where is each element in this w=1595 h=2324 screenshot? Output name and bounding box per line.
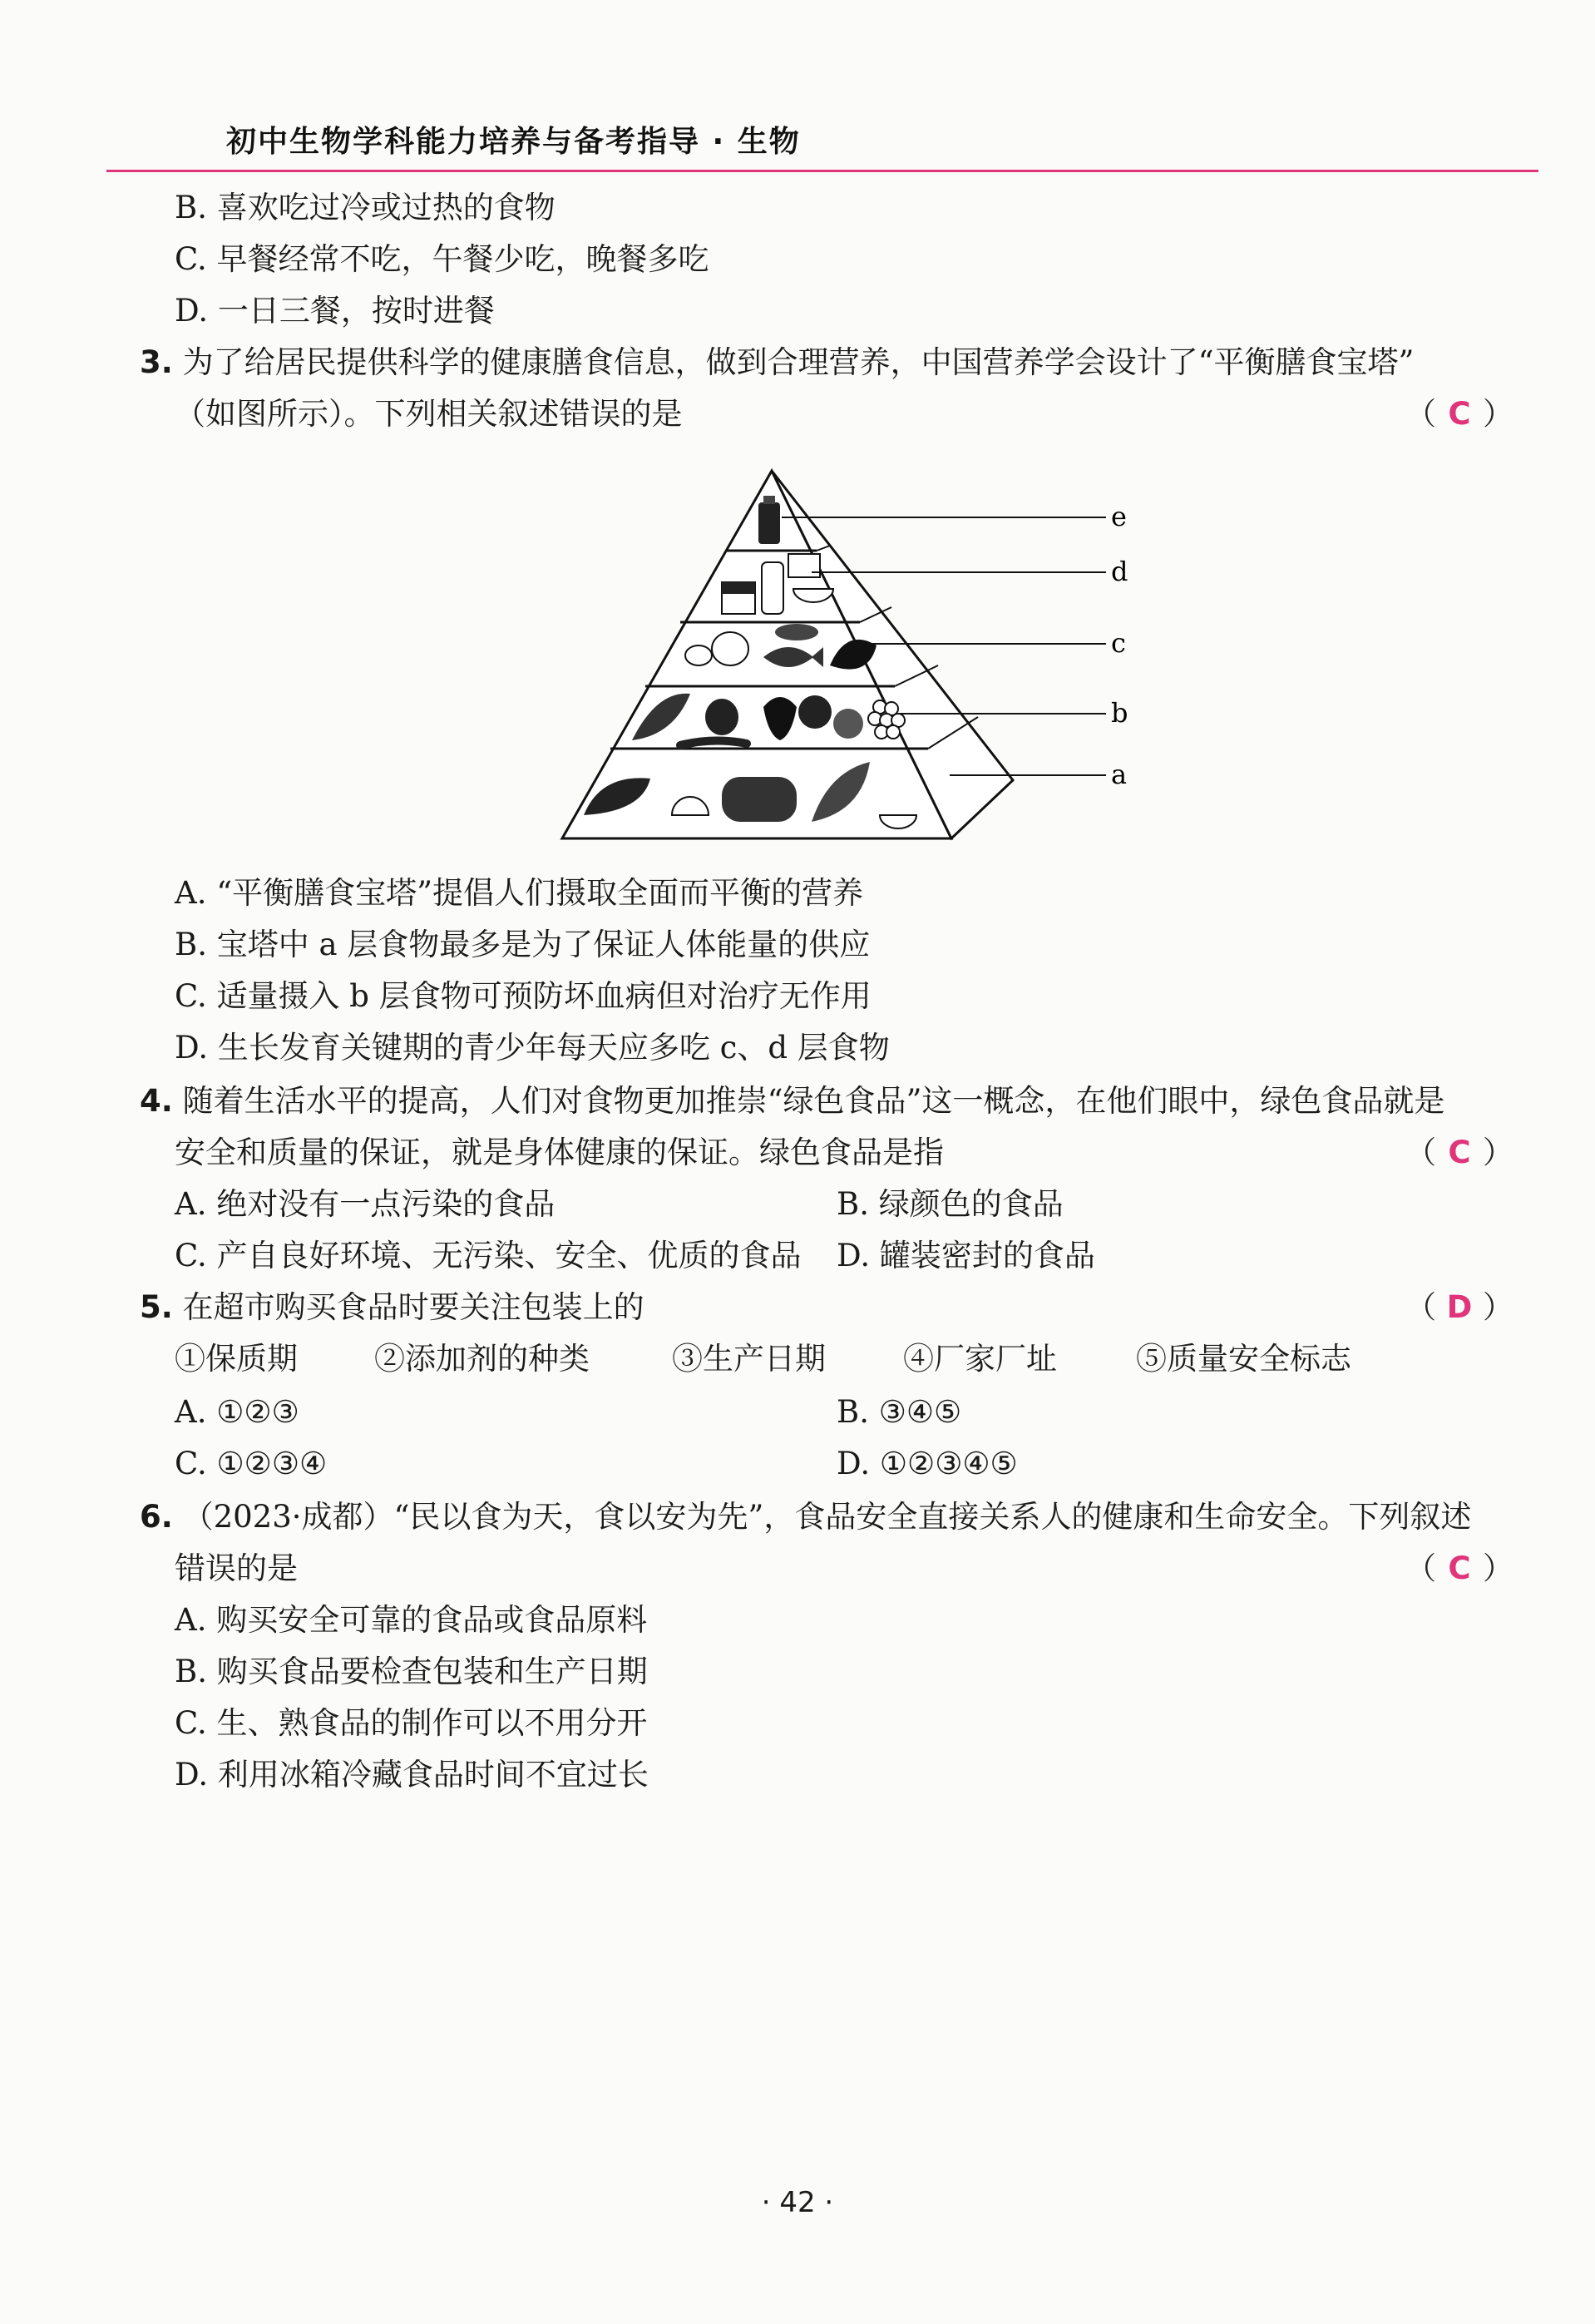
q4-option-c: C. 产自良好环境、无污染、安全、优质的食品 xyxy=(175,1238,802,1273)
q6-number: 6. xyxy=(140,1499,173,1535)
q5-item-4: ④厂家厂址 xyxy=(903,1341,1057,1377)
q6-option-d: D. 利用冰箱冷藏食品时间不宜过长 xyxy=(175,1757,649,1792)
q6-option-a: A. 购买安全可靠的食品或食品原料 xyxy=(175,1602,648,1638)
q5-stem xyxy=(140,1289,644,1326)
q4-answer-value: C xyxy=(1448,1135,1471,1170)
q5-item-5: ⑤质量安全标志 xyxy=(1136,1341,1351,1377)
q4-option-b: B. 绿颜色的食品 xyxy=(837,1186,1064,1222)
q5-answer: （ D ） xyxy=(1405,1289,1514,1325)
label-b: b xyxy=(1111,697,1128,729)
q3-answer-value: C xyxy=(1448,396,1471,432)
q6-answer: （ C ） xyxy=(1405,1550,1514,1586)
q5-option-a: A. ①②③ xyxy=(175,1394,299,1430)
q6-option-c: C. 生、熟食品的制作可以不用分开 xyxy=(175,1705,648,1741)
q2-option-d: D. 一日三餐，按时进餐 xyxy=(175,293,495,329)
q3-option-a: A. “平衡膳食宝塔”提倡人们摄取全面而平衡的营养 xyxy=(175,875,864,911)
q5-stem-text: 在超市购买食品时要关注包装上的 xyxy=(182,1289,644,1325)
q3-answer: （ C ） xyxy=(1405,396,1514,432)
q5-option-c: C. ①②③④ xyxy=(175,1446,328,1481)
q3-stem-line2: （如图所示）。下列相关叙述错误的是 xyxy=(175,396,683,432)
label-c: c xyxy=(1111,627,1126,659)
q5-option-d: D. ①②③④⑤ xyxy=(837,1446,1018,1481)
q4-stem-text: 随着生活水平的提高，人们对食物更加推崇“绿色食品”这一概念，在他们眼中，绿色食品就是 xyxy=(182,1083,1445,1119)
q3-option-d: D. 生长发育关键期的青少年每天应多吃 c、d 层食物 xyxy=(175,1030,890,1066)
label-a: a xyxy=(1111,759,1128,790)
q4-answer: （ C ） xyxy=(1405,1135,1514,1170)
food-pyramid-figure xyxy=(556,466,1138,848)
q4-option-d: D. 罐装密封的食品 xyxy=(837,1238,1095,1273)
q6-stem-line1 xyxy=(140,1499,1471,1535)
oil-bottle-icon xyxy=(758,496,780,544)
q6-stem-line2: 错误的是 xyxy=(175,1550,298,1586)
q5-item-3: ③生产日期 xyxy=(672,1341,826,1377)
q3-number: 3. xyxy=(140,344,173,380)
header-rule xyxy=(106,170,1538,172)
q6-stem-text: （2023·成都）“民以食为天，食以安为先”，食品安全直接关系人的健康和生命安全。下列叙述 xyxy=(182,1499,1472,1535)
q5-option-b: B. ③④⑤ xyxy=(837,1394,962,1430)
q4-option-a: A. 绝对没有一点污染的食品 xyxy=(175,1186,556,1222)
page-number: · 42 · xyxy=(761,2186,834,2219)
header-title: 初中生物学科能力培养与备考指导 · 生物 xyxy=(226,125,801,159)
q3-stem-line1 xyxy=(140,344,1414,381)
q4-stem-line1 xyxy=(140,1083,1444,1120)
q2-option-b: B. 喜欢吃过冷或过热的食物 xyxy=(175,190,556,225)
q3-option-c: C. 适量摄入 b 层食物可预防坏血病但对治疗无作用 xyxy=(175,978,872,1014)
q6-option-b: B. 购买食品要检查包装和生产日期 xyxy=(175,1654,648,1689)
q4-stem-line2: 安全和质量的保证，就是身体健康的保证。绿色食品是指 xyxy=(175,1135,944,1170)
q3-stem-text: 为了给居民提供科学的健康膳食信息，做到合理营养，中国营养学会设计了“平衡膳食宝塔” xyxy=(182,344,1415,380)
q4-number: 4. xyxy=(140,1083,173,1119)
q5-item-1: ①保质期 xyxy=(175,1341,298,1377)
q5-answer-value: D xyxy=(1446,1289,1473,1325)
label-d: d xyxy=(1111,556,1128,587)
q6-answer-value: C xyxy=(1448,1550,1471,1586)
q5-number: 5. xyxy=(140,1289,173,1325)
q2-option-c: C. 早餐经常不吃，午餐少吃，晚餐多吃 xyxy=(175,241,709,277)
q3-option-b: B. 宝塔中 a 层食物最多是为了保证人体能量的供应 xyxy=(175,927,871,962)
q5-item-2: ②添加剂的种类 xyxy=(374,1341,590,1377)
label-e: e xyxy=(1111,501,1127,532)
